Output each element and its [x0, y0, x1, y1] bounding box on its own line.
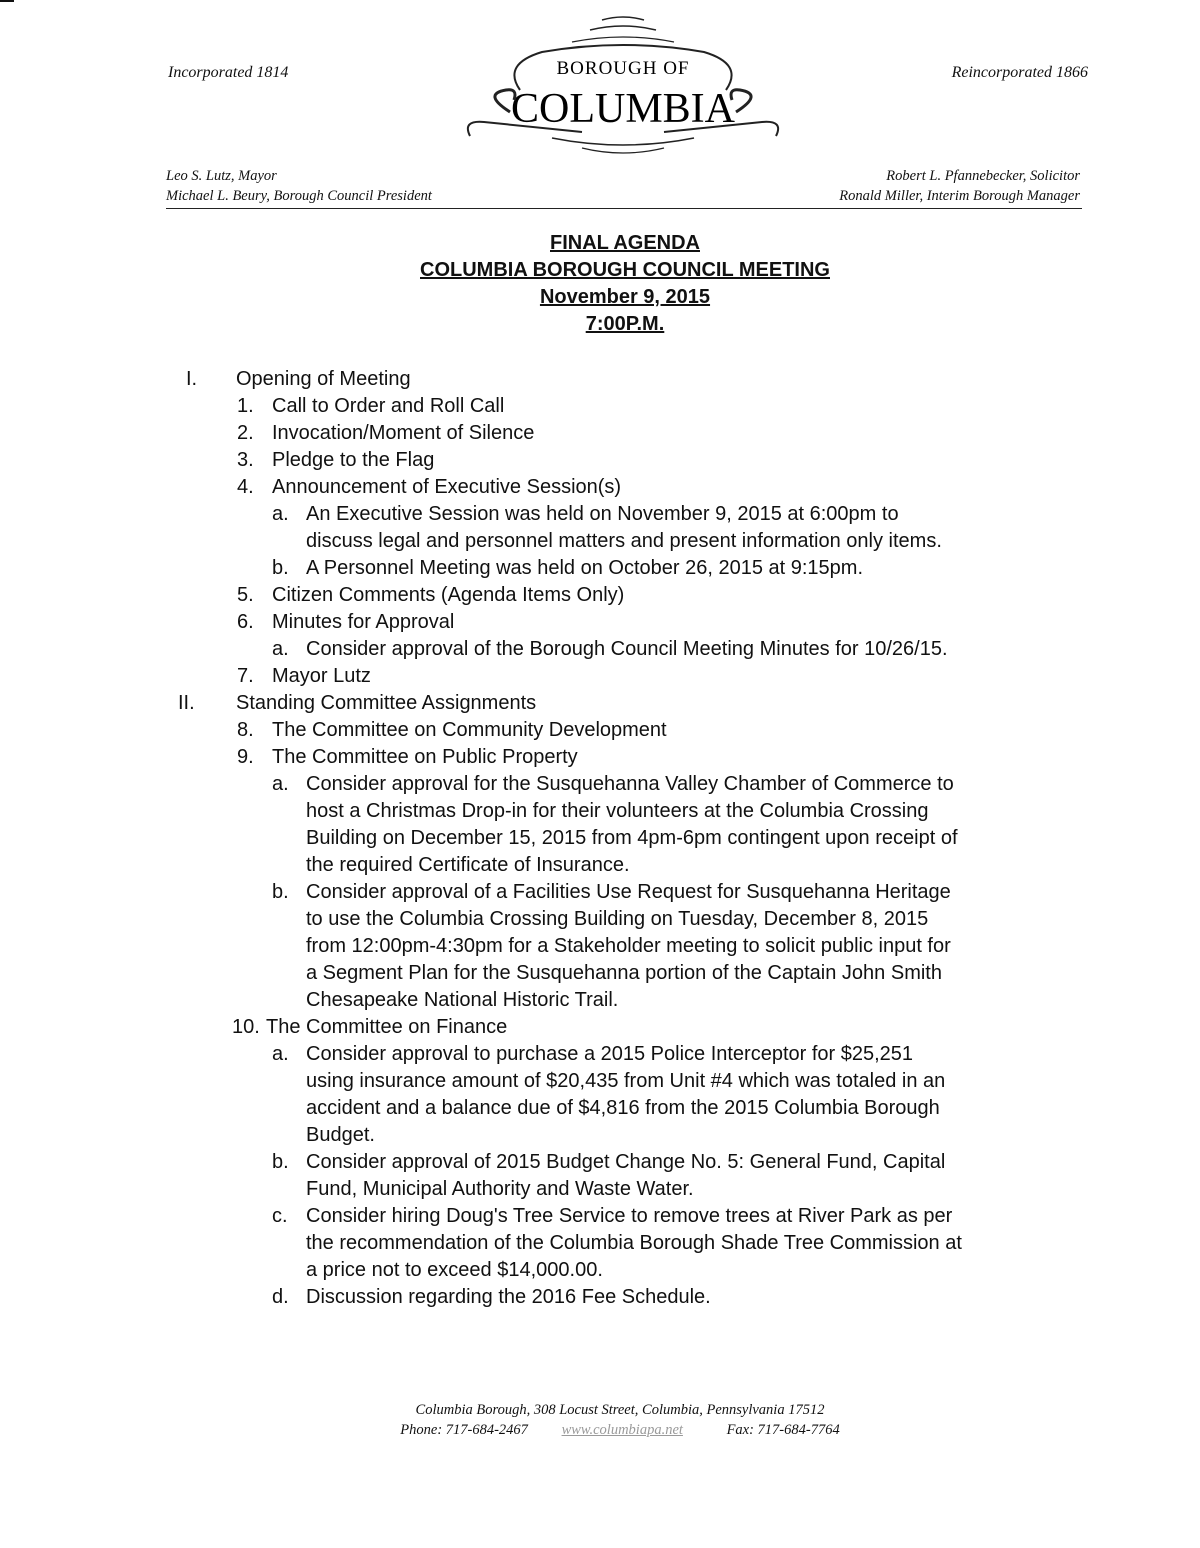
page-footer — [0, 1400, 1200, 1440]
agenda-title: FINAL AGENDA — [550, 232, 700, 254]
subitem-text: a price not to exceed $14,000.00. — [306, 1259, 603, 1281]
item-number: 1. — [237, 395, 254, 417]
agenda-item: The Committee on Finance — [266, 1016, 508, 1038]
subitem-text: Consider approval for the Susquehanna Valley Chamber of Commerce to — [306, 773, 954, 795]
subitem-text: from 12:00pm-4:30pm for a Stakeholder meeting to solicit public input for — [306, 935, 951, 957]
subitem-text: An Executive Session was held on November 9, 2015 at 6:00pm to — [306, 503, 899, 525]
meeting-name: COLUMBIA BOROUGH COUNCIL MEETING — [420, 259, 830, 281]
subitem-text: Building on December 15, 2015 from 4pm-6pm contingent upon receipt of — [306, 827, 958, 849]
section-numeral: II. — [178, 692, 195, 714]
item-number: 3. — [237, 449, 254, 471]
subitem-letter: b. — [272, 881, 289, 903]
header-divider — [166, 208, 1082, 209]
subitem-text: A Personnel Meeting was held on October 26, 2015 at 9:15pm. — [306, 557, 864, 579]
subitem-text: host a Christmas Drop-in for their volunteers at the Columbia Crossing — [306, 800, 929, 822]
subitem-text: using insurance amount of $20,435 from Unit #4 which was totaled in an — [306, 1070, 946, 1092]
scan-corner-mark — [0, 0, 14, 2]
subitem-letter: c. — [272, 1205, 288, 1227]
item-number: 7. — [237, 665, 254, 687]
officials-right — [839, 166, 1080, 206]
footer-address: Columbia Borough, 308 Locust Street, Columbia, Pennsylvania 17512 — [415, 1402, 825, 1418]
subitem-text: the recommendation of the Columbia Borough Shade Tree Commission at — [306, 1232, 962, 1254]
item-number: 9. — [237, 746, 254, 768]
subitem-text: Consider approval of a Facilities Use Request for Susquehanna Heritage — [306, 881, 951, 903]
subitem-text: to use the Columbia Crossing Building on Tuesday, December 8, 2015 — [306, 908, 929, 930]
subitem-letter: d. — [272, 1286, 289, 1308]
footer-phone: Phone: 717-684-2467 — [400, 1422, 528, 1438]
subitem-text: accident and a balance due of $4,816 from the 2015 Columbia Borough — [306, 1097, 940, 1119]
officials-left — [166, 166, 432, 206]
subitem-text: Consider approval to purchase a 2015 Police Interceptor for $25,251 — [306, 1043, 914, 1065]
subitem-letter: a. — [272, 773, 289, 795]
agenda-item: Pledge to the Flag — [272, 449, 435, 471]
item-number: 6. — [237, 611, 254, 633]
meeting-date: November 9, 2015 — [539, 286, 711, 308]
agenda-item: Mayor Lutz — [272, 665, 371, 687]
subitem-letter: b. — [272, 557, 289, 579]
item-number: 2. — [237, 422, 254, 444]
agenda-item: Announcement of Executive Session(s) — [272, 476, 622, 498]
subitem-text: Discussion regarding the 2016 Fee Schedule. — [306, 1286, 711, 1308]
item-number: 8. — [237, 719, 254, 741]
item-number: 5. — [237, 584, 254, 606]
subitem-letter: a. — [272, 638, 289, 660]
item-number: 4. — [237, 476, 254, 498]
agenda-item: Invocation/Moment of Silence — [272, 422, 535, 444]
logo-main-text: COLUMBIA — [510, 86, 736, 132]
meeting-time: 7:00P.M. — [585, 313, 665, 335]
subitem-text: Consider hiring Doug's Tree Service to remove trees at River Park as per — [306, 1205, 953, 1227]
item-number: 10. — [232, 1016, 260, 1038]
incorporated-date: Incorporated 1814 — [168, 64, 289, 81]
agenda-item: Citizen Comments (Agenda Items Only) — [272, 584, 625, 606]
mayor-name: Leo S. Lutz, Mayor — [166, 168, 277, 184]
logo-top-text: BOROUGH OF — [556, 58, 690, 79]
agenda-item: The Committee on Community Development — [272, 719, 667, 741]
subitem-text: Budget. — [306, 1124, 375, 1146]
agenda-item: The Committee on Public Property — [272, 746, 578, 768]
borough-logo — [462, 8, 784, 160]
footer-fax: Fax: 717-684-7764 — [726, 1422, 840, 1438]
subitem-letter: a. — [272, 503, 289, 525]
subitem-letter: a. — [272, 1043, 289, 1065]
solicitor-name: Robert L. Pfannebecker, Solicitor — [886, 168, 1080, 184]
subitem-text: discuss legal and personnel matters and present information only items. — [306, 530, 942, 552]
subitem-text: Consider approval of the Borough Council Meeting Minutes for 10/26/15. — [306, 638, 948, 660]
subitem-text: Consider approval of 2015 Budget Change No. 5: General Fund, Capital — [306, 1151, 946, 1173]
agenda-item: Call to Order and Roll Call — [272, 395, 505, 417]
section-numeral: I. — [186, 368, 198, 390]
section-title: Standing Committee Assignments — [236, 692, 537, 714]
agenda-item: Minutes for Approval — [272, 611, 455, 633]
footer-website-link[interactable]: www.columbiapa.net — [561, 1422, 683, 1438]
subitem-text: Fund, Municipal Authority and Waste Water. — [306, 1178, 694, 1200]
agenda-title-block — [0, 230, 1200, 338]
subitem-text: the required Certificate of Insurance. — [306, 854, 630, 876]
council-president-name: Michael L. Beury, Borough Council President — [166, 188, 432, 204]
subitem-text: Chesapeake National Historic Trail. — [306, 989, 619, 1011]
subitem-letter: b. — [272, 1151, 289, 1173]
section-title: Opening of Meeting — [236, 368, 411, 390]
subitem-text: a Segment Plan for the Susquehanna portion of the Captain John Smith — [306, 962, 942, 984]
borough-manager-name: Ronald Miller, Interim Borough Manager — [839, 188, 1080, 204]
reincorporated-date: Reincorporated 1866 — [951, 64, 1088, 81]
